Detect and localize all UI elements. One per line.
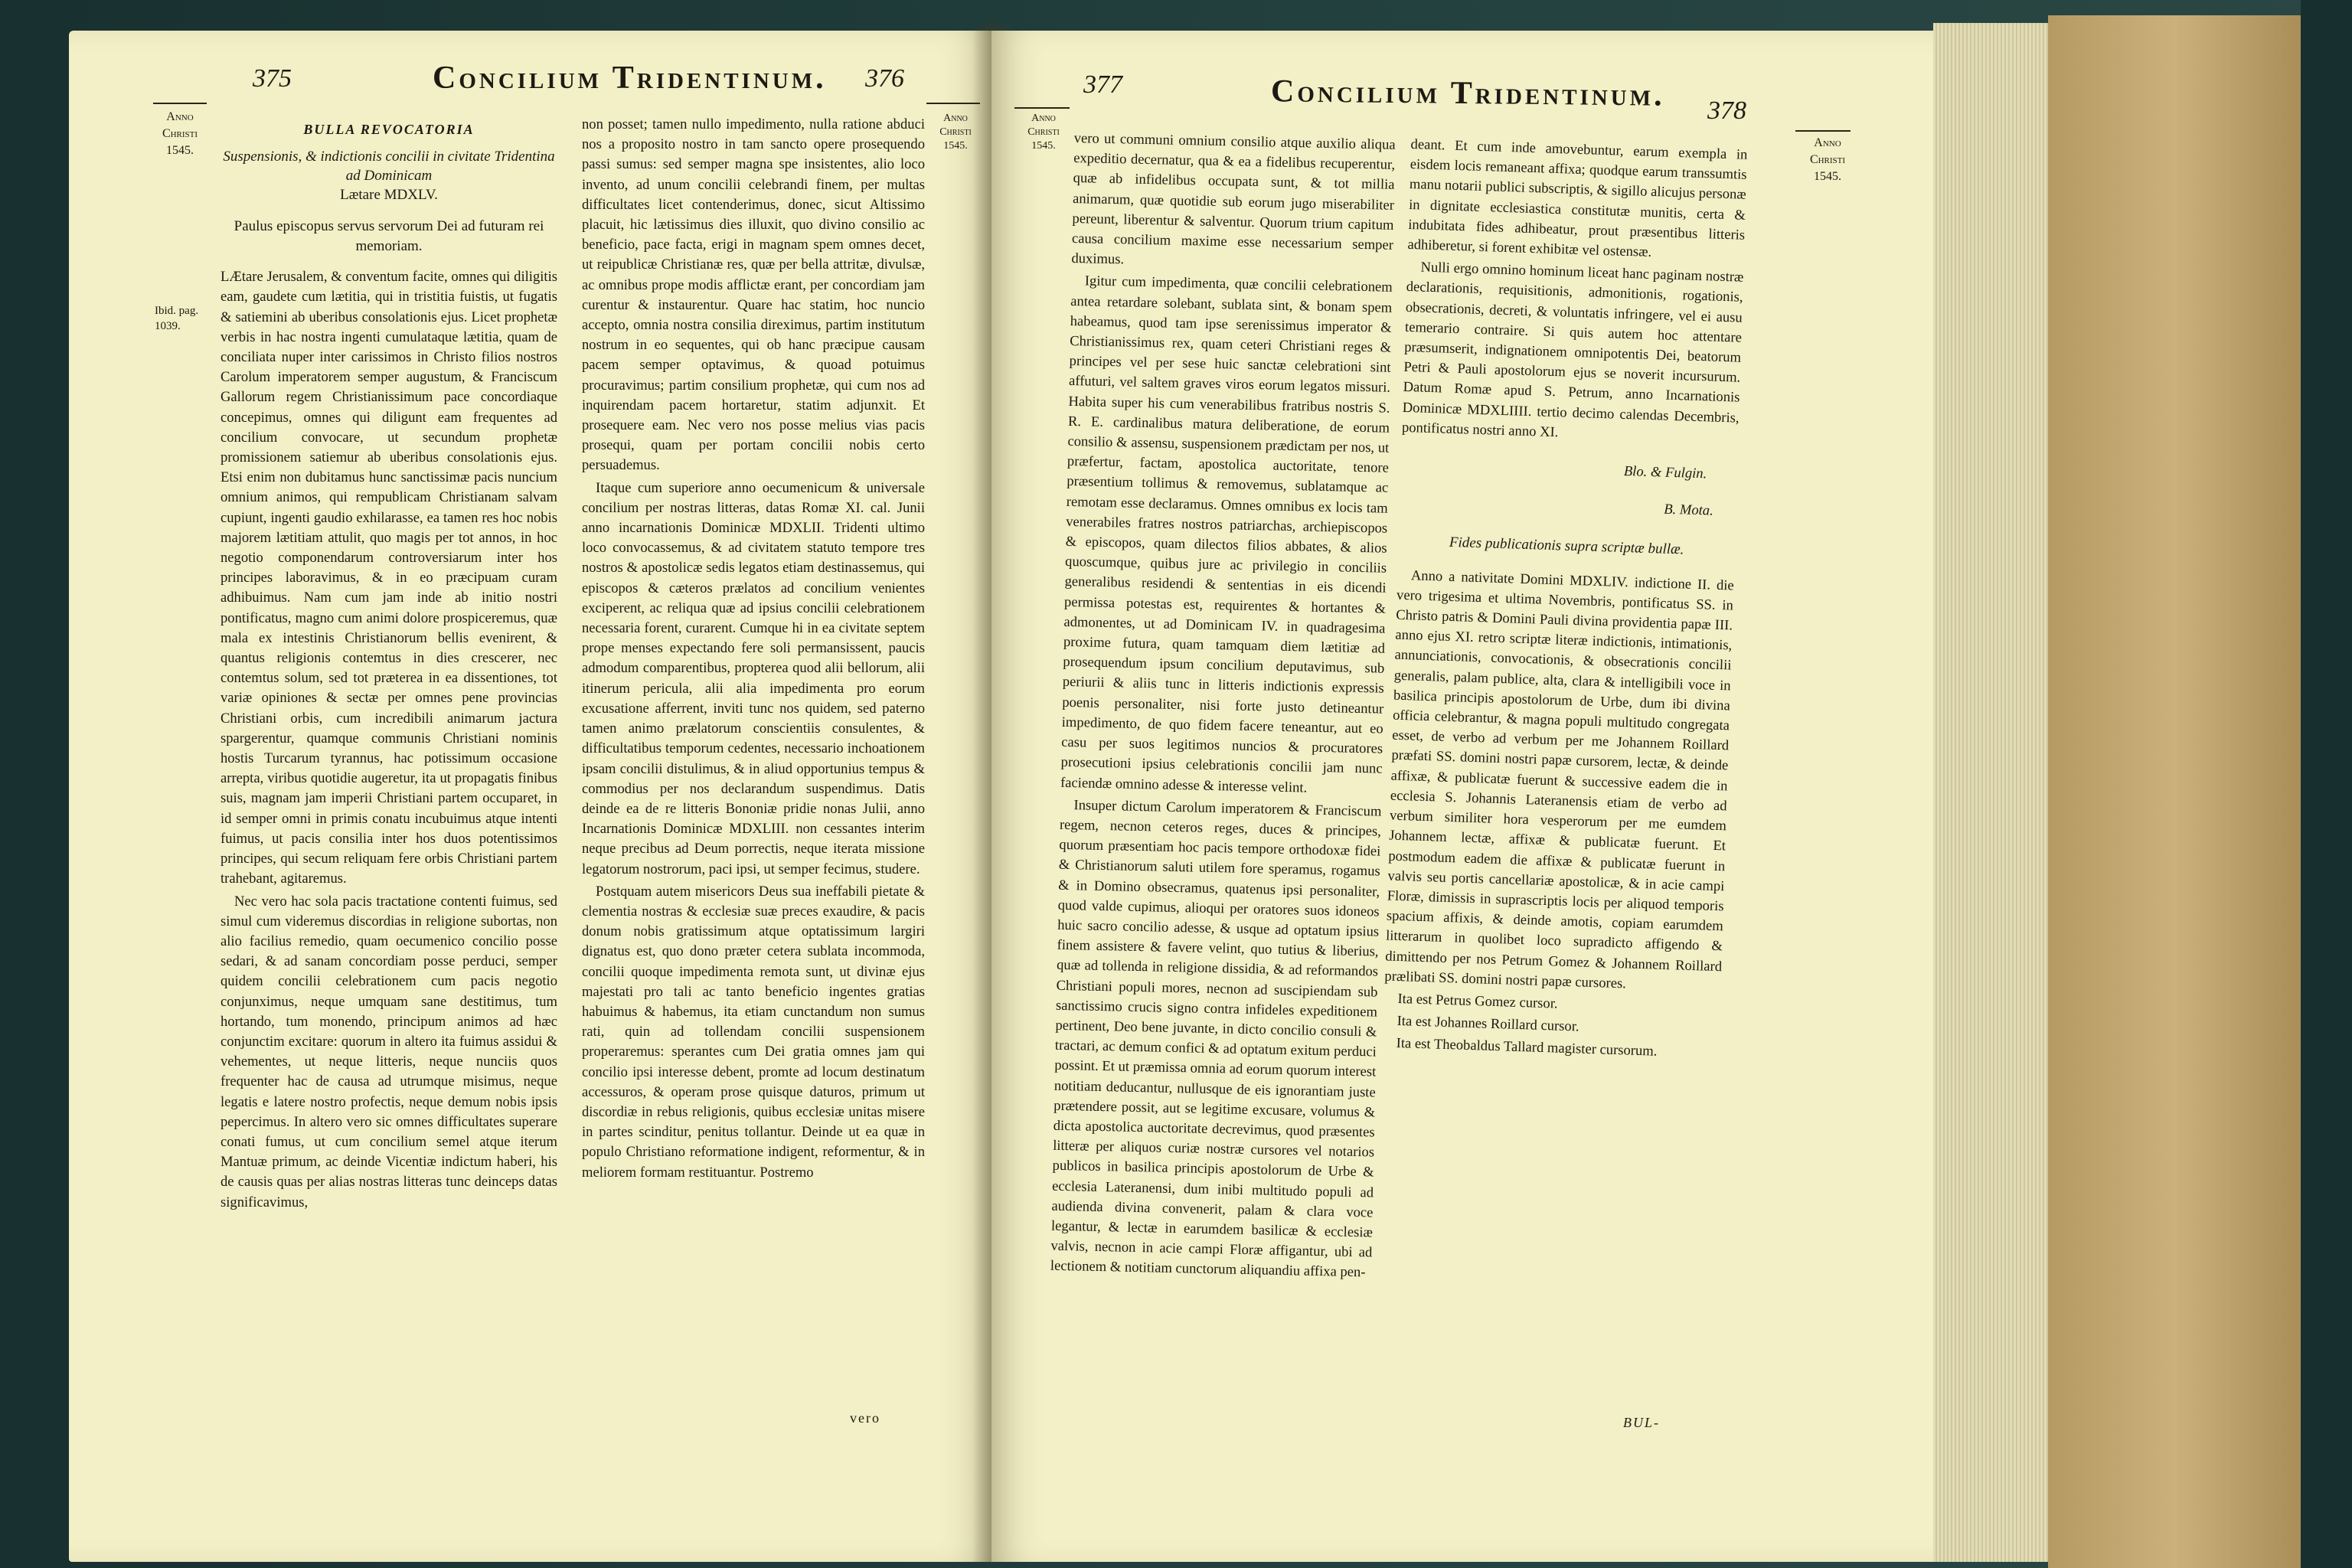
paragraph-text: LÆtare Jerusalem, & conventum facite, omnes qui diligitis eam, gaudete cum lætitia, qui in tristitia fuistis, ut fugatis & satiemini ab uberibus consolationis ejus. Licet prophetæ verbis in hac nostra ingenti cumulataque lætitia, quam de conciliata nuper inter carissimos in Christo filios nostros Carolum imperatorem semper augustum, & Franciscum Gallorum regem Christianissimum pace concordiaque concepimus, omnes qui diligunt eam frequentes ad concilium convocare, ut secundum prophetæ promissionem satiemur ab uberibus consolationis ejus. Etsi enim non dubitamus hunc sanctissimæ pacis nuncium omnium animos, qui rempublicam Christianam salvam cupiunt, ingenti gaudio exhilarasse, ea tamen res hoc nobis majorem lætitiam attulit, quo magis per tot annos, in hoc negotio componendarum controversiarum inter hos principes laboravimus, & in eo præcipuam curam adhibuimus. Nam cum jam inde ab initio nostri pontificatus, magno cum animi dolore prospiceremus, quæ mala ex intestinis Christianorum bellis evenirent, & quantus religionis contemtus in dies crescerer, nec contemtus solum, sed tot præterea in ea dissentiones, tot variæ opiniones & sectæ per omnes pene provincias Christiani orbis, cum incredibili animarum jactura spargerentur, quamque communis Christiani nominis hostis Turcarum tyrannus, hac potissimum occasione arrepta, viribus quotidie augeretur, ita ut propagatis finibus suis, magnam jam imperii Christiani partem occuparet, in id semper omni in primis conatu incubuimus atque intenti fuimus, ut pacis consilia inter hos duos potentissimos principes, qui secum reliquam fere orbis Christiani partem trahebant, agitaremus. xyxy=(220,269,557,887)
salutation: Paulus episcopus servus servorum Dei ad futuram rei memoriam. xyxy=(234,218,544,255)
margin-year-line: Christi xyxy=(1027,126,1060,138)
margin-year-line: Anno xyxy=(166,110,194,123)
left-page xyxy=(69,31,991,1562)
catchword: BUL- xyxy=(1623,1415,1660,1430)
paragraph: non posset; tamen nullo impedimento, nulla ratione abduci nos a proposito nostro in tam sancto opere prosequendo passi sumus: sed semper magna spe insistentes, alio loco invento, ad unum concilii celebrandi finem, per multas difficultates licet contenderimus, donec, sicut Altissimo placuit, hic lætissimus dies illuxit, quo divino consilio ac beneficio, pace facta, erigi in magnam spem omnes decet, ut reipublicæ Christianæ res, quæ per bella attritæ, divulsæ, ac omnibus prope modis afflictæ erant, per concordiam jam curentur & instaurentur. Quare hac statim, hoc nuncio accepto, omnia nostra consilia direximus, partim institutum nostrum in eo sequentes, qui ob hanc præcipue causam pacem semper optavimus, & quoad potuimus procuravimus; partim consilium prophetæ, qui cum nos ad inquirendam pacem hortaretur, statim adjunxit. Et prosequere eam. Nec vero nos posse melius vias pacis prosequi, quam per portam concilii nobis certo persuademus. xyxy=(582,116,925,474)
text-column-3 xyxy=(1050,129,1396,1285)
text-column-2 xyxy=(582,115,925,1185)
catchword: vero xyxy=(850,1410,880,1426)
book-cover xyxy=(2048,15,2301,1568)
attestation-line: Ita est Johannes Roillard cursor. xyxy=(1396,1013,1579,1035)
margin-year-line: Christi xyxy=(1809,153,1846,166)
paragraph: Itaque cum superiore anno oecumenicum & universale concilium per nostras litteras, datas Romæ XI. cal. Junii anno incarnationis Dominicæ MDXLII. Tridenti ultimo loco convocassemus, & ad civitatem statuto tempore tres nostros & apostolicæ sedis legatos etiam destinassemus, qui episcopos & cæteros prælatos ad concilium venientes exciperent, ac reliqua quæ ad ipsius concilii celebrationem necessaria forent, curarent. Cumque hi in ea civitate septem prope menses expectando fere soli permansissent, paucis admodum comparentibus, propterea quod alii bellorum, alii itinerum pericula, alii alia impedimenta pro eorum excusatione afferrent, inviti tunc nos quidem, sed paterno tamen animo prælatorum conscientiis consulentes, & difficultatibus temporum cedentes, necessario inchoationem ipsam concilii distulimus, & in aliud opportunius tempus & commodius per nos declarandum suspendimus. Datis deinde ea de re litteris Bononiæ pridie nonas Julii, anno Incarnationis Dominicæ MDXLIII. non cessantes interim neque precibus ad Deum porrectis, neque iterata missione legatorum nostrorum, paci ipsi, ut semper fecimus, studere. xyxy=(582,479,925,877)
paragraph: Nulli ergo omnino hominum liceat hanc paginam nostræ declarationis, requisitionis, admonitionis, rogationis, obsecrationis, decreti, & voluntatis infringere, vel ei ausu temerario contraire. Si quis autem hoc attentare præsumserit, indignationem omnipotentis Dei, beatorum Petri & Pauli apostolorum ejus se noverit incursurum. Datum Romæ apud S. Petrum, anno Incarnationis Dominicæ MDXLIIII. tertio decimo calendas Decembris, pontificatus nostri anno XI. xyxy=(1401,259,1744,441)
page-number: 376 xyxy=(865,64,904,93)
bull-title: BULLA REVOCATORIA xyxy=(303,122,475,137)
paragraph: Anno a nativitate Domini MDXLIV. indictione II. die vero trigesima et ultima Novembris, pontificatus SS. in Christo patris & Domini Pauli divina providentia papæ III. anno ejus XI. retro scriptæ literæ indictionis, intimationis, annunciationis, convocationis, & obsecrationis concilii generalis, palam publice, alta, clara & intelligibili voce in basilica principis apostolorum de Urbe, dum ibi divina officia celebrantur, & magna populi multitudo congregata esset, de verbo ad verbum per me Johannem Roillard præfati SS. domini nostri papæ cursorem, lectæ, & deinde affixæ, & publicatæ fuerunt & successive eadem die in ecclesia S. Johannis Lateranensis etiam de verbo ad verbum similiter hora vesperorum per me eumdem Johannem lectæ, affixæ & publicatæ fuerunt. Et postmodum eadem die affixæ & publicatæ fuerunt in valvis seu portis cancellariæ apostolicæ, & in acie campi Floræ, dimissis in suprascriptis locis per aliquod temporis spacium affixis, & deinde amotis, copiam earumdem litterarum in quolibet loco supradicto affigendo & dimittendo per nos Petrum Gomez & Johannem Roillard prælibati SS. domini nostri papæ cursores. xyxy=(1384,567,1735,992)
margin-ref-line: Ibid. pag. xyxy=(155,305,199,317)
paragraph: vero ut communi omnium consilio atque auxilio aliqua expeditio decernatur, qua & ea a fidelibus recuperentur, quæ ab infidelibus occupata sunt, & tot millia animarum, quæ quotidie sub eorum jugo miserabiliter pereunt, liberentur & salventur. Quorum trium capitum causa concilium maxime esse necessarium semper duximus. xyxy=(1071,129,1396,268)
paragraph xyxy=(220,267,557,889)
attestation-line: Ita est Theobaldus Tallard magister cursorum. xyxy=(1396,1035,1658,1060)
margin-year-inner xyxy=(1018,112,1070,153)
signature: Blo. & Fulgin. xyxy=(1623,462,1707,482)
section-heading: Fides publicationis supra scriptæ bullæ. xyxy=(1449,534,1684,558)
margin-year-line: Anno xyxy=(1814,136,1841,149)
margin-rule xyxy=(153,103,207,104)
paragraph: deant. Et cum inde amovebuntur, earum exempla in eisdem locis remaneant affixa; quodque earum transsumtis manu notarii publici subscriptis, & sigillo alicujus personæ in dignitate ecclesiastica constitutæ munitis, certa & indubitata fides adhibeatur, prout præsentibus litteris adhiberetur, si forent exhibitæ vel ostensæ. xyxy=(1407,136,1748,260)
right-page xyxy=(991,31,1933,1562)
text-column-1 xyxy=(220,115,557,1215)
running-head: Concilium Tridentinum. xyxy=(1270,74,1665,113)
paragraph: Nec vero hac sola pacis tractatione contenti fuimus, sed simul cum videremus discordias in religione subortas, non alio facilius remedio, quam oecumenico concilio posse sedari, & ad sanam concordiam posse perduci, semper quidem concilii celebrationem cum pacis negotio conjunximus, neque umquam sane destitimus, tum hortando, tum monendo, principum animos ad hæc conjunctim excitare: quorum in altero ita fuimus assidui & vehementes, ut neque litteris, neque nunciis quos frequenter hac de causa ad utrumque misimus, neque legatis e latere nostro profectis, neque demum nobis ipsis pepercimus. In altero vero sic omnes difficultates superare conati fumus, ut cum concilium semel atque iterum Mantuæ primum, ac deinde Vicentiæ indictum haberi, his de causis quas per alias nostras litteras tunc deinceps datas significavimus, xyxy=(220,893,557,1210)
page-edges xyxy=(1933,23,2048,1562)
margin-year xyxy=(149,109,211,159)
paragraph: Igitur cum impedimenta, quæ concilii celebrationem antea retardare solebant, sublata sint, & bonam spem habeamus, quod tam ipse serenissimus imperator & Christianissimus rex, quam ceteri Christiani reges & principes vel per sese huic sanctæ celebrationi sint affuturi, vel saltem graves viros eorum legatos missuri. Habita super his cum venerabilibus fratribus nostris S. R. E. cardinalibus matura deliberatione, de eorum consilio & assensu, suspensionem prædictam per nos, ut præfertur, factam, apostolica auctoritate, tenore præsentium tollimus & removemus, sublatamque ac remotam esse declaramus. Omnes omnibus ex locis tam venerabiles fratres nostros patriarchas, archiepiscopos & episcopos, quam dilectos filios abbates, & alios quoscumque, quibus jure ac privilegio in conciliis generalibus residendi & sententias in eis dicendi permissa potestas est, requirentes & hortantes & admonentes, ut ad Dominicam IV. in quadragesima proxime futura, quam tamquam diem lætitiæ ad prosequendum ipsum concilium deputavimus, sub periurii & aliis tunc in litteris indictionis expressis poenis personaliter, nisi forte justo detineantur impedimento, de quo fidem facere teneantur, aut eo casu per suos legitimos nuncios & procuratores prosecutioni ipsius celebrationis concilii jam nunc faciendæ omnino adesse & interesse velint. xyxy=(1060,273,1393,796)
running-head: Concilium Tridentinum. xyxy=(433,60,827,96)
page-number: 378 xyxy=(1707,96,1746,125)
margin-year-line: Christi xyxy=(939,126,972,138)
paragraph: Insuper dictum Carolum imperatorem & Franciscum regem, necnon ceteros reges, duces & principes, quorum præsentiam hoc pacis tempore orthodoxæ fidei & Christianorum saluti utilem fore speramus, rogamus & in Domino obsecramus, quatenus ipsi personaliter, quod valde cupimus, alioqui per oratores suos idoneos huic sacro concilio adesse, & usque ad optatum ipsius finem assistere & favere velint, quo tutius & liberius, quæ ad tollenda in religione dissidia, & ad reformandos Christiani populi mores, necnon ad suscipiendam sub sanctissimo crucis signo contra infideles expeditionem pertinent, Deo bene juvante, in dicto concilio consuli & tractari, ac demum confici & ad optatum exitum perduci possint. Et ut præmissa omnia ad eorum quorum interest notitiam deducantur, nullusque de eis ignorantiam juste prætendere possit, aut se legitime excusare, volumus & dicta apostolica auctoritate decrevimus, quod præsentes litteræ per aliquos curiæ nostræ cursores vel notarios publicos in basilica principis apostolorum de Urbe & ecclesia Lateranensi, dum inibi multitudo populi ad audienda divina convenerit, palam & clara voce legantur, & lectæ in earumdem basilicæ & ecclesiæ valvis, necnon in acie campi Floræ affigantur, ubi ad lectionem & notitiam cunctorum aliquandiu affixa pen- xyxy=(1050,796,1382,1281)
margin-rule xyxy=(1795,130,1851,132)
bull-date: Lætare MDXLV. xyxy=(340,187,438,204)
page-number: 377 xyxy=(1083,70,1122,99)
margin-year-line: Christi xyxy=(162,127,198,140)
margin-year-line: Anno xyxy=(1031,113,1056,124)
bull-subtitle: Suspensionis, & indictionis concilii in civitate Tridentina ad Dominicam xyxy=(223,149,555,185)
signature: B. Mota. xyxy=(1663,501,1714,519)
margin-year-line: 1545. xyxy=(943,140,968,152)
page-number: 375 xyxy=(253,64,292,93)
margin-reference xyxy=(155,303,216,334)
margin-year-line: 1545. xyxy=(1031,140,1056,152)
margin-year-line: 1545. xyxy=(1814,170,1841,183)
paragraph: Postquam autem misericors Deus sua ineffabili pietate & clementia nostras & ecclesiæ suæ preces exaudire, & pacis donum nobis gratissimum atque optatissimum largiri dignatus est, quo dono præter cetera sublata incommoda, concilii quoque impedimenta remota sunt, ut divinæ ejus majestati pro tali ac tanto beneficio ingentes gratias habuimus & habemus, ita etiam cunctandum non sumus rati, quin ad tollendam concilii suspensionem properaremus: sperantes cum Dei gratia omnes jam qui concilio ipsi interesse debent, promte ad locum destinatum accessuros, & operam prose quisque daturos, primum ut discordiæ in rebus religionis, quibus ecclesiæ unitas misere in partes scinditur, penitus tollantur. Deinde ut ea quæ in populo Christiano reformatione indigent, reformentur, & in meliorem formam restituantur. Postremo xyxy=(582,883,925,1181)
margin-rule xyxy=(1014,107,1070,109)
attestation-line: Ita est Petrus Gomez cursor. xyxy=(1397,990,1558,1012)
margin-year-line: Anno xyxy=(943,113,968,124)
margin-ref-line: 1039. xyxy=(155,320,181,332)
text-column-4 xyxy=(1382,135,1748,1067)
margin-year-line: 1545. xyxy=(166,144,194,157)
cover-shadow xyxy=(2301,0,2352,1568)
margin-year-outer xyxy=(1797,135,1858,185)
